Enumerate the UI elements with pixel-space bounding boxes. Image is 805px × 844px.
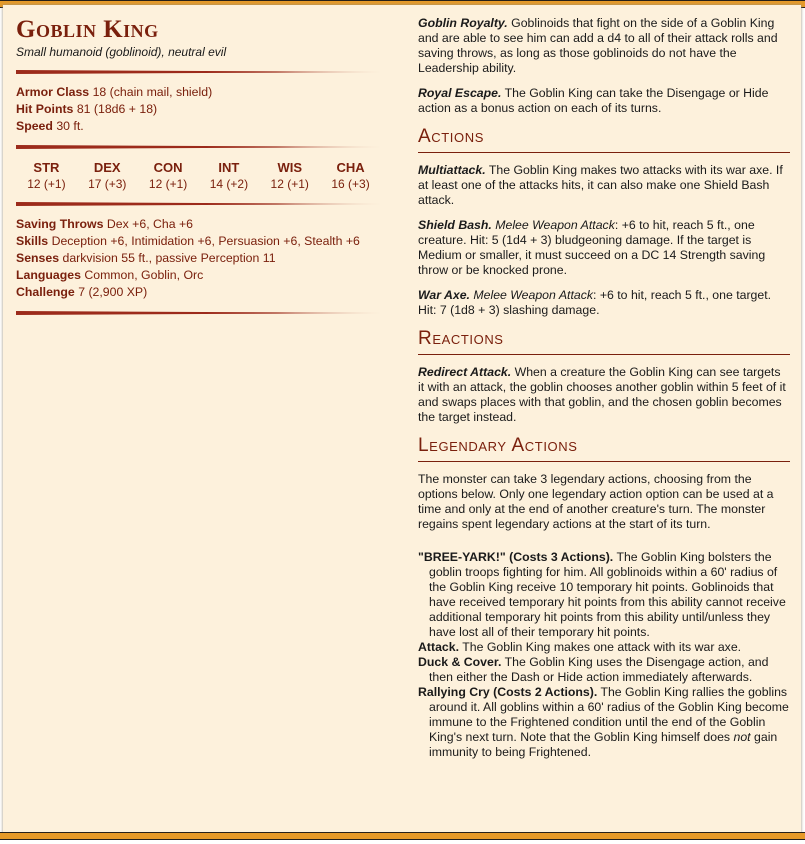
senses-value: darkvision 55 ft., passive Perception 11 xyxy=(62,251,276,265)
trait-name: Goblin Royalty. xyxy=(418,16,508,30)
legendary-text: The Goblin King makes one attack with its war axe. xyxy=(462,640,742,654)
action-name: Shield Bash. xyxy=(418,218,492,232)
left-column xyxy=(16,16,391,325)
reaction-text: When a creature the Goblin King can see targets it with an attack, the goblin chooses another goblin within 5 feet of it and swaps places with that goblin, and the chosen goblin becomes the target instead. xyxy=(418,365,786,424)
legendary-actions-heading: Legendary Actions xyxy=(418,435,790,462)
action-name: Multiattack. xyxy=(418,163,486,177)
ability-score: 16 (+3) xyxy=(331,177,370,191)
ability-name: CON xyxy=(153,160,183,175)
monster-type-line: Small humanoid (goblinoid), neutral evil xyxy=(16,45,227,59)
divider xyxy=(16,145,388,149)
challenge-line xyxy=(16,284,391,301)
action-shield-bash xyxy=(418,218,790,278)
legendary-name: Duck & Cover. xyxy=(418,655,502,669)
legendary-name: Rallying Cry (Costs 2 Actions). xyxy=(418,685,598,699)
divider xyxy=(16,70,388,74)
right-column xyxy=(418,16,790,760)
legendary-rallying-cry xyxy=(418,685,790,760)
armor-class-value: 18 (chain mail, shield) xyxy=(92,85,213,99)
legendary-name: Attack. xyxy=(418,640,460,654)
saving-throws-value: Dex +6, Cha +6 xyxy=(106,217,194,231)
ability-int xyxy=(198,159,259,192)
legendary-bree-yark xyxy=(418,550,790,640)
attack-kind: Melee Weapon Attack xyxy=(473,288,593,302)
ability-score: 12 (+1) xyxy=(148,177,188,191)
challenge-value: 7 (2,900 XP) xyxy=(78,285,148,299)
trait-text: The Goblin King can take the Disengage or Hide action as a bonus action on each of its turns. xyxy=(418,86,769,115)
armor-class-label: Armor Class xyxy=(16,85,90,99)
speed-label: Speed xyxy=(16,119,53,133)
legendary-emphasis: not xyxy=(733,730,751,744)
reaction-redirect-attack xyxy=(418,365,790,425)
armor-class-line xyxy=(16,84,391,101)
trait-name: Royal Escape. xyxy=(418,86,502,100)
legendary-attack xyxy=(418,640,790,655)
ability-name: DEX xyxy=(93,160,121,175)
trait-royal-escape xyxy=(418,86,790,116)
action-name: War Axe. xyxy=(418,288,470,302)
reactions-heading: Reactions xyxy=(418,328,790,355)
trait-goblin-royalty xyxy=(418,16,790,76)
skills-line xyxy=(16,233,391,250)
divider xyxy=(16,202,388,206)
action-text: : +6 to hit, reach 5 ft., one creature. Hit: 5 (1d4 + 3) bludgeoning damage. If the target is Medium or smaller, it must succeed on a DC 14 Strength saving throw or be knocked prone. xyxy=(418,218,766,277)
legendary-text: The Goblin King rallies the goblins around it. All goblins within a 60' radius of the Goblin King become immune to the Frightened condition until the end of the Goblin King's next turn. Note that the Goblin King himself does xyxy=(429,685,789,744)
bottom-border-bar xyxy=(0,832,805,840)
ability-name: INT xyxy=(218,160,240,175)
languages-label: Languages xyxy=(16,268,81,282)
ability-score: 14 (+2) xyxy=(209,177,249,191)
ability-str xyxy=(16,159,77,192)
hit-points-label: Hit Points xyxy=(16,102,74,116)
languages-line xyxy=(16,267,391,284)
challenge-label: Challenge xyxy=(16,285,75,299)
saving-throws-label: Saving Throws xyxy=(16,217,104,231)
ability-name: CHA xyxy=(336,160,365,175)
ability-wis xyxy=(259,159,320,192)
languages-value: Common, Goblin, Orc xyxy=(84,268,204,282)
legendary-name: "BREE-YARK!" (Costs 3 Actions). xyxy=(418,550,614,564)
skills-label: Skills xyxy=(16,234,49,248)
legendary-text: The Goblin King bolsters the goblin troops fighting for him. All goblinoids within a 60' radius of the Goblin King receive 10 temporary hit points. Goblinoids that have received temporary hit points from this ability cannot receive additional temporary hit points from this ability until/unless they have lost all of their temporary hit points. xyxy=(429,550,786,639)
action-text: : +6 to hit, reach 5 ft., one target. Hit: 7 (1d8 + 3) slashing damage. xyxy=(418,288,772,317)
skills-value: Deception +6, Intimidation +6, Persuasion +6, Stealth +6 xyxy=(51,234,360,248)
monster-name: Goblin King xyxy=(16,16,159,43)
ability-cha xyxy=(320,159,381,192)
ability-con xyxy=(138,159,199,192)
saving-throws-line xyxy=(16,216,391,233)
legendary-text: gain immunity to being Frightened. xyxy=(429,730,778,759)
hit-points-line xyxy=(16,101,391,118)
legendary-duck-cover xyxy=(418,655,790,685)
action-war-axe xyxy=(418,288,790,318)
trait-text: Goblinoids that fight on the side of a Goblin King and are able to see him can add a d4 to all of their attack rolls and saving throws, as long as those goblinoids do not have the Leadership ability. xyxy=(418,16,778,75)
ability-name: STR xyxy=(33,160,60,175)
action-text: The Goblin King makes two attacks with its war axe. If at least one of the attacks hits, it can also make one Shield Bash attack. xyxy=(418,163,783,207)
actions-heading: Actions xyxy=(418,126,790,153)
attack-kind: Melee Weapon Attack xyxy=(495,218,615,232)
legendary-intro: The monster can take 3 legendary actions, choosing from the options below. Only one legendary action option can be used at a time and only at the end of another creature's turn. The monster regains spent legendary actions at the start of its turn. xyxy=(418,472,774,531)
action-multiattack xyxy=(418,163,790,208)
ability-scores xyxy=(16,159,381,192)
ability-score: 17 (+3) xyxy=(88,177,127,191)
speed-line xyxy=(16,118,391,135)
ability-dex xyxy=(77,159,138,192)
divider xyxy=(16,311,388,315)
legendary-text: The Goblin King uses the Disengage action, and then either the Dash or Hide action immediately afterwards. xyxy=(429,655,769,684)
speed-value: 30 ft. xyxy=(56,119,84,133)
reaction-name: Redirect Attack. xyxy=(418,365,512,379)
ability-score: 12 (+1) xyxy=(27,177,66,191)
senses-label: Senses xyxy=(16,251,60,265)
hit-points-value: 81 (18d6 + 18) xyxy=(76,102,158,116)
senses-line xyxy=(16,250,391,267)
ability-score: 12 (+1) xyxy=(270,177,309,191)
ability-name: WIS xyxy=(277,160,302,175)
